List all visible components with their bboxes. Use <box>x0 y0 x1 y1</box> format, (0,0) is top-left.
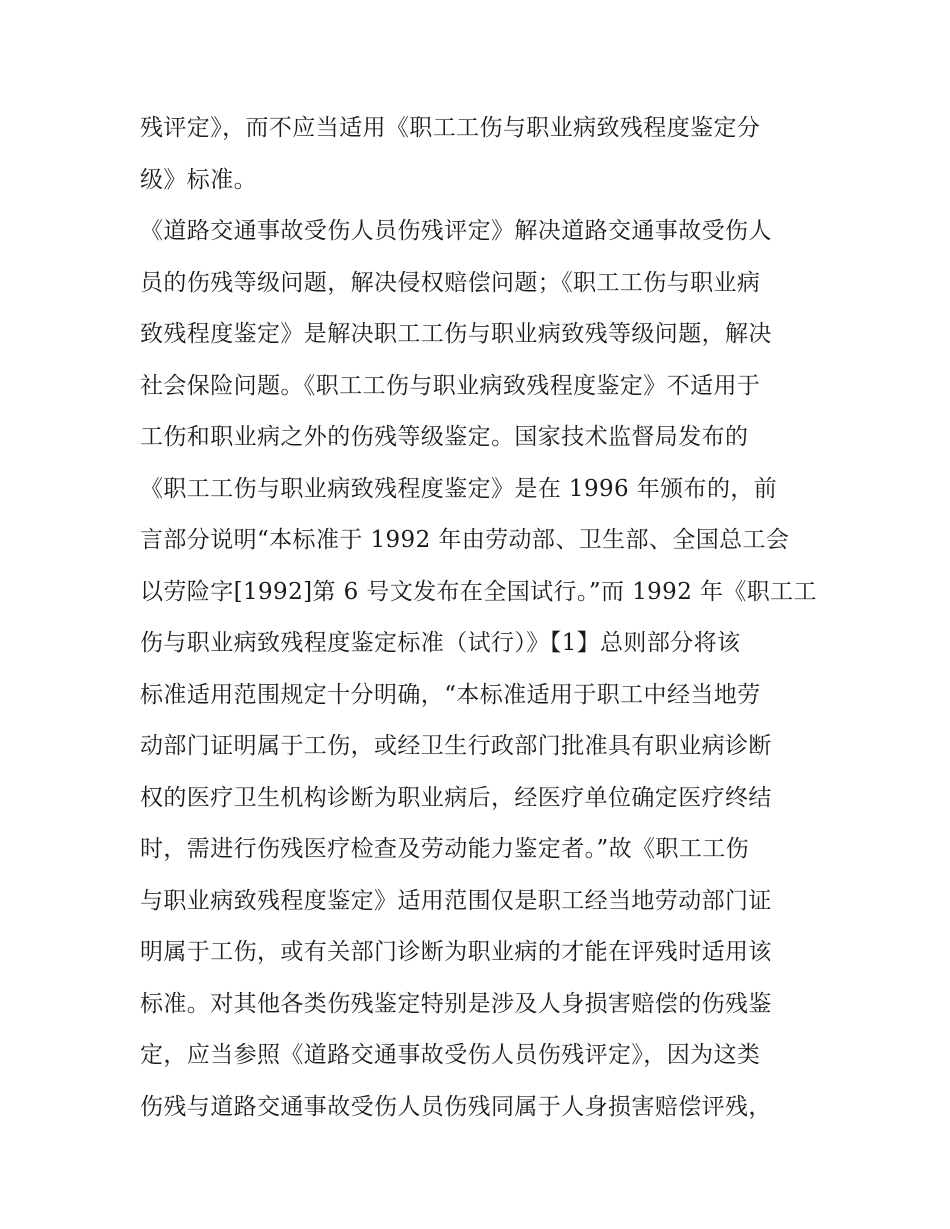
text-line: 与职业病致残程度鉴定》适用范围仅是职工经当地劳动部门证 <box>140 887 772 914</box>
text-line: 标准适用范围规定十分明确，“本标准适用于职工中经当地劳 <box>140 681 761 708</box>
text-line: 以劳险字[1992]第 6 号文发布在全国试行。”而 1992 年《职工工 <box>140 578 817 605</box>
text-line: 工伤和职业病之外的伤残等级鉴定。国家技术监督局发布的 <box>140 424 749 450</box>
text-line: 时，需进行伤残医疗检查及劳动能力鉴定者。”故《职工工伤 <box>140 836 750 862</box>
text-line: 定，应当参照《道路交通事故受伤人员伤残评定》，因为这类 <box>140 1042 761 1068</box>
text-line: 残评定》，而不应当适用《职工工伤与职业病致残程度鉴定分 <box>140 115 761 141</box>
text-line: 言部分说明“本标准于 1992 年由劳动部、卫生部、全国总工会 <box>140 527 790 553</box>
text-line: 员的伤残等级问题，解决侵权赔偿问题；《职工工伤与职业病 <box>140 269 761 296</box>
text-line: 《职工工伤与职业病致残程度鉴定》是在 1996 年颁布的，前 <box>140 475 778 502</box>
text-line: 伤残与道路交通事故受伤人员伤残同属于人身损害赔偿评残， <box>140 1093 772 1120</box>
text-line: 伤与职业病致残程度鉴定标准（试行）》【1】总则部分将该 <box>140 630 741 656</box>
text-line: 标准。对其他各类伤残鉴定特别是涉及人身损害赔偿的伤残鉴 <box>140 990 772 1017</box>
text-line: 《道路交通事故受伤人员伤残评定》解决道路交通事故受伤人 <box>140 218 772 244</box>
text-line: 致残程度鉴定》是解决职工工伤与职业病致残等级问题，解决 <box>140 321 772 347</box>
text-line: 级》标准。 <box>140 166 257 193</box>
text-line: 社会保险问题。《职工工伤与职业病致残程度鉴定》不适用于 <box>140 372 761 399</box>
text-line: 动部门证明属于工伤，或经卫生行政部门批准具有职业病诊断 <box>140 733 772 759</box>
text-line: 明属于工伤，或有关部门诊断为职业病的才能在评残时适用该 <box>140 939 772 965</box>
body-text <box>140 103 820 1133</box>
text-line: 权的医疗卫生机构诊断为职业病后，经医疗单位确定医疗终结 <box>140 784 772 811</box>
